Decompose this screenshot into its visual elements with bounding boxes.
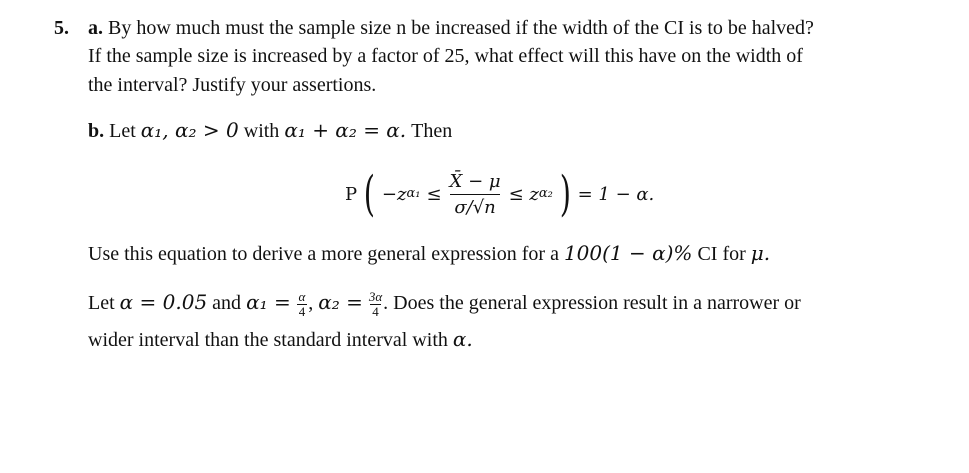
fraction-3alpha-over-4: [369, 290, 382, 318]
problem-number: 5.: [54, 17, 69, 39]
last-text: wider interval than the standard interval with: [88, 329, 453, 351]
equation-upper: ≤ z: [508, 183, 539, 205]
part-a-line-1: [88, 17, 814, 40]
part-b-intro-math-1: α₁, α₂ > 0: [140, 118, 239, 142]
part-a-line-3: the interval? Justify your assertions.: [88, 74, 377, 96]
equation-left-paren: (: [363, 166, 376, 222]
equation-numerator: X̄ − μ: [449, 170, 501, 192]
equation-rhs: = 1 − α.: [577, 183, 655, 205]
let-comma: ,: [308, 292, 314, 314]
equation-prob: P: [345, 183, 358, 205]
last-line: [88, 327, 473, 352]
derive-text-1: Use this equation to derive a more general expression for a: [88, 243, 564, 265]
let-alpha-1: α₁ =: [246, 290, 291, 314]
derive-math: 100(1 − α)%: [563, 241, 693, 265]
part-b-intro-text-3: Then: [406, 120, 453, 142]
frac1-numerator: α: [298, 289, 306, 305]
equation-denominator: σ/√n: [450, 194, 499, 218]
fraction-alpha-over-4: [297, 290, 308, 318]
part-a-text-1: By how much must the sample size n be increased if the width of the CI is to be halved?: [103, 17, 814, 39]
last-math: α.: [452, 327, 473, 351]
part-b-intro-text-2: with: [238, 120, 285, 142]
derive-text-2: CI for: [692, 243, 751, 265]
part-b-intro: [88, 118, 452, 143]
let-text: Let: [88, 292, 120, 314]
part-b-label: b.: [88, 120, 105, 142]
equation-lower: −z: [381, 183, 407, 205]
derive-mu: μ.: [750, 241, 771, 265]
frac2-numerator: 3α: [368, 289, 383, 305]
part-a-label: a.: [88, 17, 103, 39]
derive-line: [88, 241, 770, 266]
question-text: . Does the general expression result in a narrower or: [383, 292, 801, 314]
part-a-line-2: If the sample size is increased by a factor of 25, what effect will this have on the width of: [88, 45, 803, 67]
let-and: and: [207, 292, 247, 314]
let-alpha-2: α₂ =: [318, 290, 363, 314]
probability-equation: P ( −z α₁ ≤ $\frac{X̄ - \mu}{\sigma/√n}$ ≤ z α₂ ) = 1 − α.: [345, 166, 655, 222]
equation-right-paren: ): [559, 166, 571, 222]
let-alpha: α = 0.05: [119, 290, 208, 314]
equation-le-1: ≤: [426, 183, 442, 205]
frac2-denominator: 4: [372, 303, 379, 319]
part-b-intro-text-1: Let: [104, 120, 141, 142]
let-line: [88, 290, 801, 319]
part-b-intro-math-2: α₁ + α₂ = α.: [284, 118, 407, 142]
equation-fraction: [446, 171, 505, 218]
frac1-denominator: 4: [298, 303, 306, 319]
